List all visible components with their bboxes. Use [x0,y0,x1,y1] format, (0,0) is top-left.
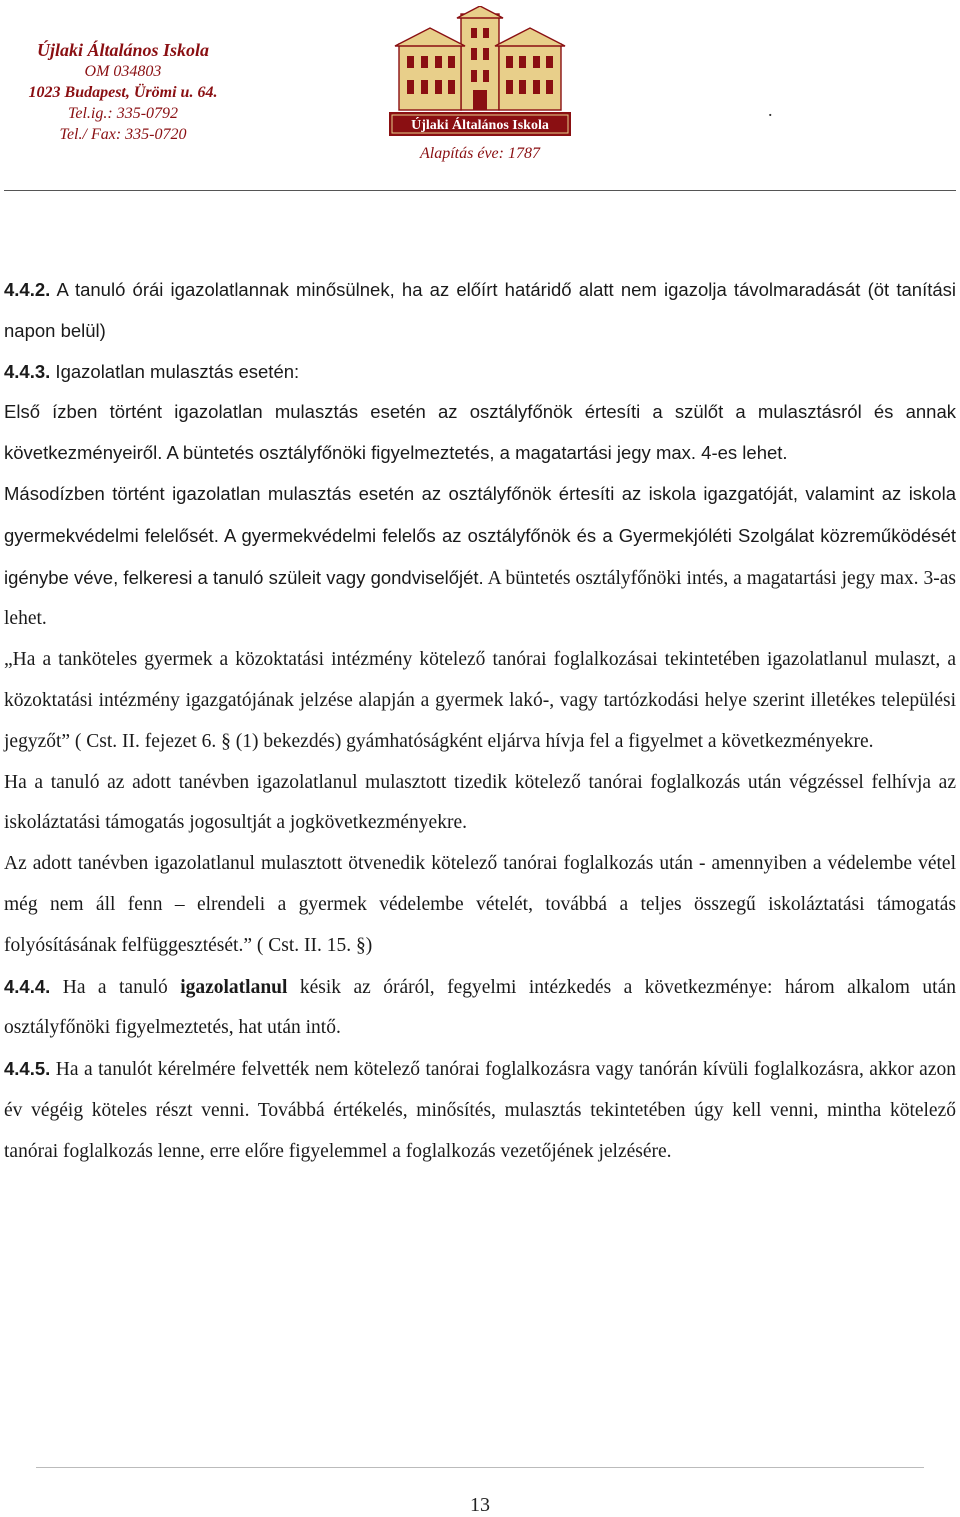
header-divider [4,190,956,191]
fax: Tel./ Fax: 335-0720 [59,126,187,143]
paragraph-quote-2: Ha a tanuló az adott tanévben igazolatlanul mulasztott tizedik kötelező tanórai foglalkozás után végzéssel felhívja az iskoláztatási támogatás jogosultját a jogkövetkezményekre. [4,771,956,834]
paragraph-text: Ha a tanuló [50,976,181,998]
school-building-icon [385,6,575,138]
section-number: 4.4.2. [4,279,51,300]
bold-term: igazolatlanul [180,976,288,998]
section-number: 4.4.4. [4,975,51,997]
header-dot: . [768,100,773,120]
paragraph-quote-1: „Ha a tanköteles gyermek a közoktatási intézmény kötelező tanórai foglalkozásai tekintetében igazolatlanul mulaszt, a közoktatási intézmény igazgatójának jelzése alapján a gyermek lakó-, vagy tartózkodási helye szerint illetékes települési jegyzőt” ( Cst. II. fejezet 6. § (1) bekezdés) gyámhatóságként eljárva hívja fel a figyelmet a következményekre. [4,649,956,752]
paragraph-second-case [4,474,956,640]
paragraph-quote-3: Az adott tanévben igazolatlanul mulasztott ötvenedik kötelező tanórai foglalkozás után - amennyiben a védelembe vétel még nem áll fenn – elrendeli a gyermek védelembe vételét, továbbá a teljes összegű iskoláztatási támogatás folyósításának felfüggesztését.” ( Cst. II. 15. §) [4,853,956,956]
school-address: 1023 Budapest, Ürömi u. 64. [28,84,218,101]
logo-text: Újlaki Általános Iskola [411,118,549,133]
school-info [8,40,238,145]
paragraph-4-4-3 [4,352,956,393]
section-number: 4.4.5. [4,1058,51,1080]
paragraph-text: Másodízben történt igazolatlan mulasztás esetén az osztályfőnök értesíti az iskola igazgatóját, valamint az iskola gyermekvédelmi felelősét. A gyermekvédelmi felelős az osztályfőnök és a Gyermekjóléti Szolgálat közreműködését igénybe véve, felkeresi a tanuló szüleit vagy gondviselőjét. [4,482,956,588]
paragraph-text: A büntetés osztályfőnöki intés, a magatartási jegy max. 3-as lehet. [4,567,956,630]
founded-year: Alapítás éve: 1787 [420,145,540,162]
paragraph-4-4-5 [4,1049,956,1172]
paragraph-4-4-2 [4,270,956,352]
school-name: Újlaki Általános Iskola [36,40,210,60]
paragraph-text: A tanuló órái igazolatlannak minősülnek, ha az előírt határidő alatt nem igazolja távolmaradását (öt tanítási napon belül) [4,279,956,341]
page-number: 13 [470,1494,490,1516]
paragraph-text: Igazolatlan mulasztás esetén: [50,360,300,382]
paragraph-4-4-4 [4,967,956,1050]
paragraph-text: Ha a tanulót kérelmére felvették nem kötelező tanórai foglalkozásra vagy tanórán kívüli foglalkozásra, akkor azon év végéig köteles részt venni. Továbbá értékelés, minősítés, mulasztás tekintetében úgy kell venni, mintha kötelező tanórai foglalkozás lenne, erre előre figyelemmel a foglalkozás vezetőjének jelzésére. [4,1059,956,1162]
phone: Tel.ig.: 335-0792 [67,105,179,122]
school-logo [385,6,575,138]
paragraph-text: késik az óráról, fegyelmi intézkedés a következménye: három alkalom után osztályfőnöki figyelmeztetés, hat után intő. [4,976,956,1039]
footer-divider [36,1467,924,1468]
document-body [4,270,956,1173]
om-number: OM 034803 [84,63,162,80]
paragraph-first-case: Első ízben történt igazolatlan mulasztás esetén az osztályfőnök értesíti a szülőt a mulasztásról és annak következményeiről. A büntetés osztályfőnöki figyelmeztetés, a magatartási jegy max. 4-es lehet. [4,401,956,464]
section-number: 4.4.3. [4,360,51,382]
